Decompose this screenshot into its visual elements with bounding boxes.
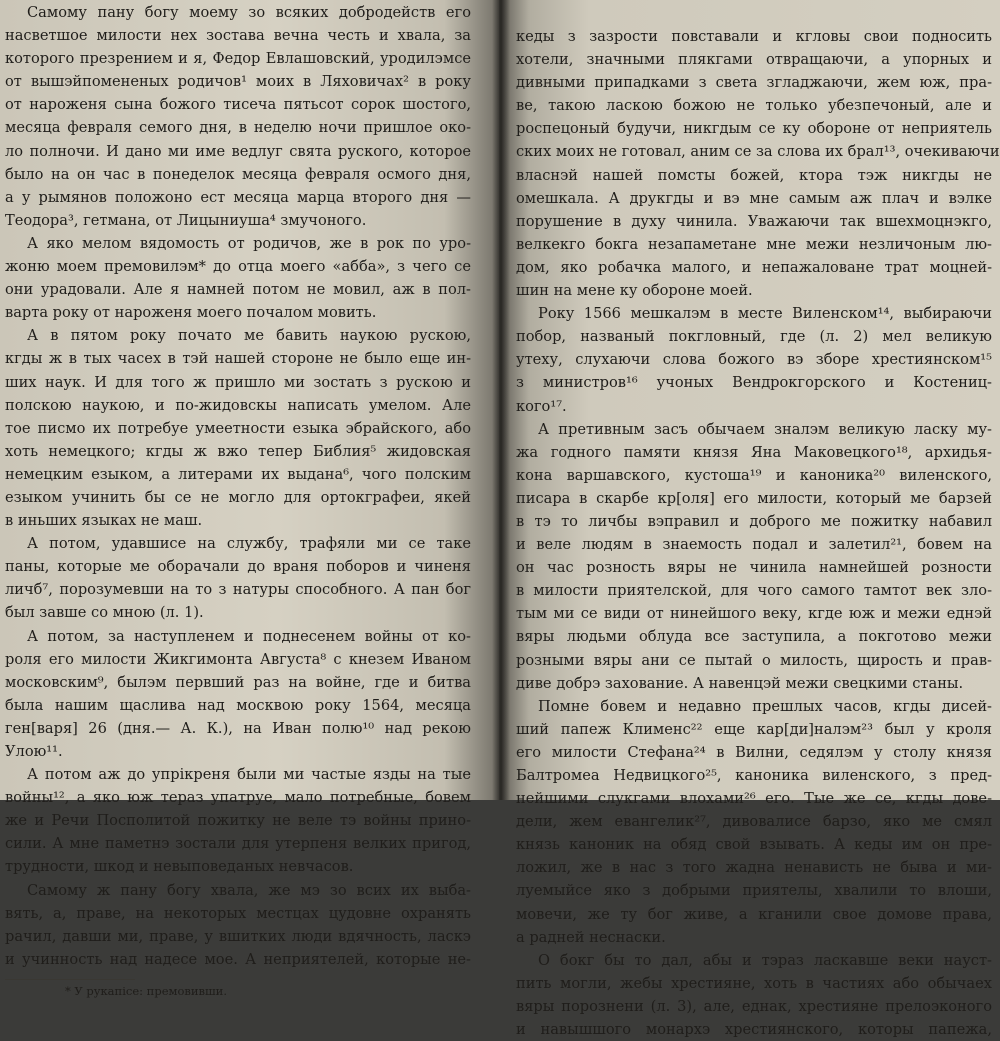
text-line: в милости приятелской, для чого самого тамтот век зло- (516, 582, 992, 600)
text-line: жоню моем премовилэм* до отца моего «абба», з чего се (5, 258, 471, 276)
text-line: езыком учинить бы се не могло для ортокграфеи, якей (5, 488, 471, 506)
text-line: пить могли, жебы хрестияне, хоть в частиях або обычаех (516, 974, 992, 992)
text-line: месяца февраля семого дня, в неделю ночи пришлое око- (5, 119, 471, 137)
text-line: Самому пану богу моему зо всяких добродейств его (27, 4, 471, 21)
text-line: утеху, слухаючи слова божого вэ зборе хрестиянском¹⁵ (516, 351, 992, 369)
text-line: личб⁷, порозумевши на то з натуры способного. А пан бог (5, 581, 471, 599)
text-line: омешкала. А друкгды и вэ мне самым аж плач и вэлке (516, 189, 992, 207)
text-line: трудности, шкод и невыповеданых невчасов. (5, 858, 354, 876)
text-line: А потом аж до упрікреня были ми частые язды на тые (27, 766, 471, 784)
text-line: А в пятом року почато ме бавить наукою рускою, (27, 327, 471, 345)
text-line: в иньших языках не маш. (5, 512, 203, 530)
right-page-text (516, 25, 1000, 1041)
text-line: дивными припадками з света згладжаючи, жем юж, пра- (516, 74, 992, 92)
footnote: * У рукапісе: премовивши. (65, 983, 227, 998)
text-line: жа годного памяти князя Яна Маковецкого¹⁸, архидья- (516, 443, 992, 461)
text-line: Помне бовем и недавно прешлых часов, кгды дисей- (538, 697, 992, 715)
text-line: варта року от нароженя моего почалом мовить. (5, 304, 377, 322)
text-line: нейшими слукгами влохами²⁶ его. Тые же се, кгды дове- (516, 790, 992, 808)
text-line: дели, жем евангелик²⁷, дивовалисе барзо, яко ме смял (516, 813, 992, 831)
text-line: сили. А мне паметнэ зостали для утерпеня велких пригод, (5, 835, 471, 853)
text-line: ло полночи. И дано ми име ведлуг свята руского, которое (5, 142, 471, 160)
text-line: писара в скарбе кр[оля] его милости, который ме барзей (516, 489, 992, 507)
text-line: и учинность над надесе мое. А неприятелей, которые не- (5, 950, 471, 968)
text-line: побор, названый покгловный, где (л. 2) мел великую (516, 328, 992, 346)
text-line: Самому ж пану богу хвала, же мэ зо всих их выба- (27, 881, 471, 899)
text-line: тое писмо их потребуе умеетности езыка эбрайского, або (5, 419, 471, 437)
text-line: А потом, удавшисе на службу, трафяли ми се таке (27, 535, 471, 553)
text-line: кгды ж в тых часех в тэй нашей стороне не было еще ин- (5, 350, 471, 368)
right-page (499, 0, 1000, 1039)
text-line: Балтромеа Недвицкого²⁵, каноника виленского, з пред- (516, 767, 992, 784)
text-line: О бокг бы то дал, абы и тэраз ласкавше веки науст- (538, 951, 992, 969)
text-line: ве, такою ласкою божою не только убезпечоный, але и (516, 97, 992, 115)
text-line: ген[варя] 26 (дня.— А. К.), на Иван полю¹⁰ над рекою (5, 719, 471, 737)
text-line: войны¹², а яко юж тераз упатруе, мало потребные, бовем (5, 789, 471, 807)
text-line: кона варшавского, кустоша¹⁹ и каноника²⁰ виленского, (516, 466, 992, 484)
text-line: от нароженя сына божого тисеча пятьсот сорок шостого, (5, 96, 471, 114)
text-line: А потом, за наступленем и поднесенем войны от ко- (27, 627, 471, 645)
text-line: Теодора³, гетмана, от Лицыниуша⁴ змучоного. (5, 211, 367, 229)
text-line: немецким езыком, а литерами их выдана⁶, чого полским (5, 465, 471, 483)
text-line: он час розность вяры не чинила намнейшей розности (516, 559, 992, 577)
book-gutter (492, 0, 510, 800)
text-line: порушение в духу чинила. Уважаючи так вшехмоцнэкго, (516, 212, 992, 230)
text-line: диве добрэ захование. А навенцэй межи свецкими станы. (516, 674, 964, 692)
text-line: же и Речи Посполитой пожитку не веле тэ войны прино- (5, 812, 471, 830)
footnote-rule (5, 979, 135, 980)
text-line: и навышшого монархэ хрестиянского, которы папежа, (516, 1021, 992, 1039)
text-line: Улою¹¹. (5, 743, 63, 760)
text-line: от вышэйпомененых родичов¹ моих в Ляховичах² в року (5, 73, 471, 91)
text-line: луемыйсе яко з добрыми приятелы, хвалили то влоши, (516, 882, 992, 900)
text-line: вяры людьми облуда все заступила, а покготово межи (516, 628, 992, 646)
text-line: а у рымянов положоно ест месяца марца второго дня — (5, 188, 471, 206)
text-line: полскою наукою, и по-жидовскы написать умелом. Але (5, 396, 471, 414)
text-line: был завше со мною (л. 1). (5, 604, 204, 622)
text-line: тым ми се види от нинейшого веку, кгде юж и межи еднэй (516, 605, 992, 623)
text-line: роля его милости Жикгимонта Августа⁸ с кнезем Иваном (5, 650, 471, 668)
text-line: роспецоный будучи, никгдым се ку обороне от неприятель (516, 120, 992, 138)
text-line: паны, которые ме оборачали до враня поборов и чиненя (5, 558, 471, 576)
text-line: которого презрением и я, Федор Евлашовский, уродилэмсе (5, 50, 471, 68)
text-line: была нашим щаслива над москвою року 1564, месяца (5, 696, 471, 714)
text-line: его милости Стефана²⁴ в Вилни, седялэм у столу князя (516, 743, 992, 761)
text-line: кеды з зазрости повставали и кгловы свои подносить (516, 28, 992, 45)
text-line: насветшое милости нех зостава вечна честь и хвала, за (5, 27, 471, 45)
text-line: в тэ то личбы вэправил и доброго ме пожитку набавил (516, 512, 992, 530)
text-line: они урадовали. Але я намней потом не мовил, аж в пол- (5, 281, 471, 299)
text-line: хотели, значными плякгами отвращаючи, а упорных и (516, 51, 992, 69)
text-line: шин на мене ку обороне моей. (516, 282, 753, 300)
text-line: А претивным засъ обычаем зналэм великую ласку му- (538, 420, 992, 438)
text-line: а радней неснаски. (516, 928, 666, 946)
text-line: дом, яко робачка малого, и непажаловане трат моцней- (516, 258, 992, 276)
text-line: ложил, же в нас з того жадна ненависть не быва и ми- (516, 859, 992, 877)
left-page-text (5, 1, 471, 971)
text-line: московским⁹, былэм первший раз на войне, где и битва (5, 673, 471, 691)
text-line: рачил, давши ми, праве, у вшитких люди вдячность, ласкэ (5, 927, 471, 945)
text-line: и веле людям в знаемость подал и залетил²¹, бовем на (516, 536, 992, 554)
left-page (0, 0, 505, 998)
text-line: ших наук. И для того ж пришло ми зостать з рускою и (5, 373, 471, 391)
text-line: розными вяры ани се пытай о милость, щирость и прав- (516, 651, 992, 669)
text-line: было на он час в понеделок месяца февраля осмого дня, (5, 165, 471, 183)
text-line: князь каноник на обяд свой взывать. А кеды им он пре- (516, 836, 992, 854)
text-line: кого¹⁷. (516, 397, 567, 415)
text-line: вяры порознени (л. 3), але, еднак, хрестияне прелоэконого (516, 997, 992, 1015)
text-line: ший папеж Клименс²² еще кар[ди]налэм²³ был у кроля (516, 720, 992, 738)
text-line: вять, а, праве, на некоторых местцах цудовне охранять (5, 904, 471, 922)
text-line: А яко мелом вядомость от родичов, же в рок по уро- (27, 234, 471, 252)
text-line: власнэй нашей помсты божей, ктора тэж никгды не (516, 166, 992, 184)
text-line: Року 1566 мешкалэм в месте Виленском¹⁴, выбираючи (538, 305, 992, 323)
text-line: з министров¹⁶ учоных Вендрокгорского и Костениц- (516, 374, 992, 392)
text-line: мовечи, же ту бог живе, а кганили свое домове права, (516, 905, 992, 923)
text-line: ских моих не готовал, аним се за слова их брал¹³, очекиваючи (516, 143, 1000, 161)
text-line: хоть немецкого; кгды ж вжо тепер Библия⁵ жидовская (5, 442, 471, 460)
text-line: велкекго бокга незапаметане мне межи незличоным лю- (516, 235, 992, 253)
